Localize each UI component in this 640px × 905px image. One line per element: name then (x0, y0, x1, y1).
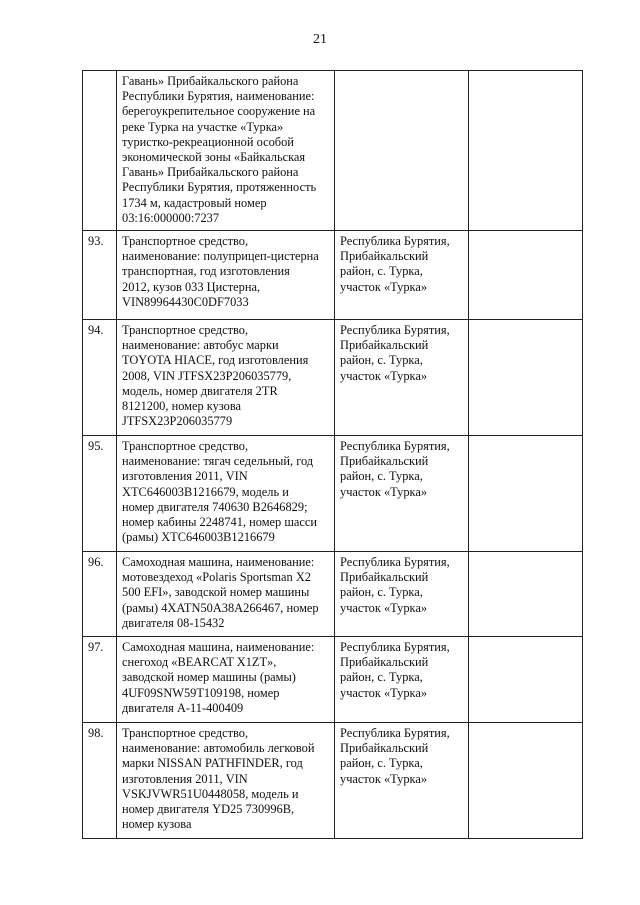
location-cell: Республика Бурятия, Прибайкальский район, с. Турка, участок «Турка» (335, 320, 469, 436)
extra-cell (469, 436, 583, 552)
table-row (83, 552, 583, 637)
object-description-cell: Транспортное средство, наименование: тягач седельный, год изготовления 2011, VIN XTC646003B1216679, модель и номер двигателя 740630 B2646829; номер кабины 2248741, номер шасси (рамы) XTC646003B1216679 (117, 436, 335, 552)
location-cell: Республика Бурятия, Прибайкальский район, с. Турка, участок «Турка» (335, 231, 469, 320)
extra-cell (469, 71, 583, 231)
location-cell: Республика Бурятия, Прибайкальский район, с. Турка, участок «Турка» (335, 552, 469, 637)
object-description-cell: Транспортное средство, наименование: полуприцеп-цистерна транспортная, год изготовления 2012, кузов 033 Цистерна, VIN89964430C0DF7033 (117, 231, 335, 320)
object-description-cell: Транспортное средство, наименование: автобус марки TOYOTA HIACE, год изготовления 2008, VIN JTFSX23P206035779, модель, номер двигателя 2TR 8121200, номер кузова JTFSX23P206035779 (117, 320, 335, 436)
table-row (83, 71, 583, 231)
table-row (83, 320, 583, 436)
property-registry-table (82, 70, 583, 839)
location-cell (335, 71, 469, 231)
object-description-cell: Гавань» Прибайкальского района Республики Бурятия, наименование: берегоукрепительное сооружение на реке Турка на участке «Турка» туристко-рекреационной особой экономической зоны «Байкальская Гавань» Прибайкальского района Республики Бурятия, протяженность 1734 м, кадастровый номер 03:16:000000:7237 (117, 71, 335, 231)
object-description-cell: Транспортное средство, наименование: автомобиль легковой марки NISSAN PATHFINDER, год изготовления 2011, VIN VSKJVWR51U0448058, модель и номер двигателя YD25 730996B, номер кузова (117, 723, 335, 839)
table-row (83, 231, 583, 320)
row-number-cell: 98. (83, 723, 117, 839)
row-number-cell: 95. (83, 436, 117, 552)
location-cell: Республика Бурятия, Прибайкальский район, с. Турка, участок «Турка» (335, 436, 469, 552)
extra-cell (469, 637, 583, 723)
location-cell: Республика Бурятия, Прибайкальский район, с. Турка, участок «Турка» (335, 723, 469, 839)
extra-cell (469, 231, 583, 320)
object-description-cell: Самоходная машина, наименование: мотовездеход «Polaris Sportsman X2 500 EFI», заводской номер машины (рамы) 4XATN50A38A266467, номер двигателя 08-15432 (117, 552, 335, 637)
table-row (83, 723, 583, 839)
table-row (83, 637, 583, 723)
row-number-cell: 93. (83, 231, 117, 320)
extra-cell (469, 320, 583, 436)
table-row (83, 436, 583, 552)
extra-cell (469, 552, 583, 637)
row-number-cell: 94. (83, 320, 117, 436)
object-description-cell: Самоходная машина, наименование: снегоход «BEARCAT X1ZT», заводской номер машины (рамы) 4UF09SNW59T109198, номер двигателя A-11-400409 (117, 637, 335, 723)
row-number-cell: 96. (83, 552, 117, 637)
row-number-cell: 97. (83, 637, 117, 723)
extra-cell (469, 723, 583, 839)
row-number-cell (83, 71, 117, 231)
page-number: 21 (313, 32, 327, 47)
location-cell: Республика Бурятия, Прибайкальский район, с. Турка, участок «Турка» (335, 637, 469, 723)
